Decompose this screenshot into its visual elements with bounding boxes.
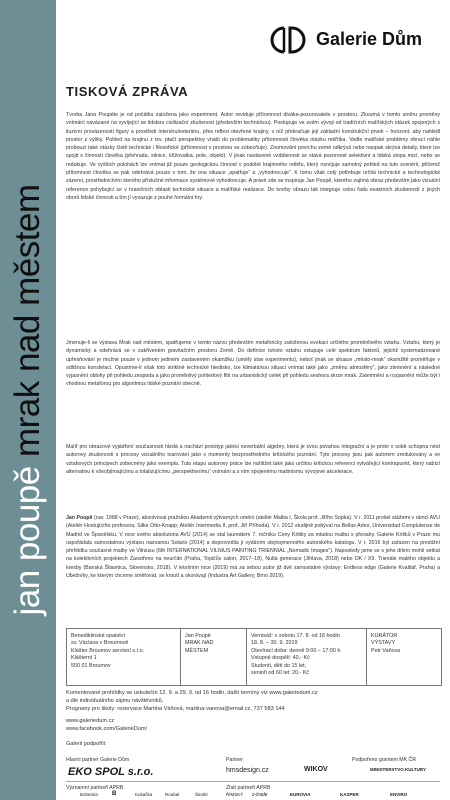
page-title: TISKOVÁ ZPRÁVA xyxy=(66,84,189,99)
curator-column xyxy=(367,629,441,685)
venue-line: 550 01 Broumov xyxy=(71,662,111,669)
kasper-logo: KASPER xyxy=(340,792,359,797)
partner-label: Partner xyxy=(226,757,244,763)
venue-line: Klášter Broumov servisní s.r.o. xyxy=(71,647,145,654)
significant-partners-label: Významní partneři APRB xyxy=(66,785,124,791)
curator-line: Petr Vaňous xyxy=(371,647,401,654)
guided-line: Komentované prohlídky se uskuteční 12. 9. a 29. 9. od 16 hodin, další termíny viz www.galeriedum.cz xyxy=(66,690,318,696)
dates-line: 18. 8. – 30. 9. 2019 xyxy=(251,640,298,647)
biography-name: Jan Poupě xyxy=(66,515,93,521)
dates-line: Studenti, děti do 15 let, xyxy=(251,662,307,669)
bohemia-logo: Bohemia xyxy=(80,792,98,797)
supporters-title: Galerii podpořili: xyxy=(66,741,107,747)
sidebar-band xyxy=(0,0,56,800)
guided-line: Programy pro školy: rezervace Martina Váňová, martina-vanova@email.cz, 737 583 144 xyxy=(66,705,285,712)
main-partner-label: Hlavní partner Galerie Dům xyxy=(66,757,130,763)
paragraph-intro: Tvorba Jana Poupěte je od počátku založena jako experiment. Autor reviduje přítomnost diváka-pozorovatele v prostoru. Zkoumá v tomto směru proměny vnímání navázané na vyvíjející se lidskou civilizační zkušenost (především technickou). Postupuje ve svém vývoji od tradičních malířských otázek spojených s iluzivní provázeností figury a prostředí interiéru/exteriéru, přes reflexi otevřené krajiny, v níž překračuje její základní konstrukční prvek – horizont, aby nahlédl prostor z výšky. Pohled na krajinu z tzv. ptačí perspektivy vnáší do problematiky přítomnosti člověka otázku měřítka. Vedle malířské problémy obrací náhle probouzí také otázky čistě technické i filosofické (přítomnost v prostoru se zobecňuje). Zoomování povrchu země odkrývá nebo naopak skrývá detaily, které lze spojit s činností člověka (přehrada, silnice, křižovatka, pole, objekt). V jinak nastavené vzdálenosti se stává pozornost selektivní a lidská stopa mizí, nebo se redukuje. Ve vyšších polohách lze vnímat již pouze geologickou činnost v podobě krajinného reliéfu, který rozvíjuje samotný pohled na tuto scenérii, přičemž přítomnost člověka se pak odehrává pouze v tom, že ona situace „spatřuje“ a „vyhodnocuje“. K tomu však celý potřebuje určitá technické a technologické zázemí, prostřednictvím kterého příslušné informace systémově vyhodnocuje. A právě zde se inspiruje Jan Poupě, kterého zajímá obraz především jako vizuální reference pohybující se v hraničních oblasti technické situace a malířské realizace. Do tvorby obrazu tak integruje celou řadu exaktních zkušeností z jiných oborů lidské činnosti a tím jí vyvazuje z pouhé formální hry. xyxy=(66,112,440,201)
wikov-logo: WIKOV xyxy=(304,766,328,773)
curator-line: KURÁTOR xyxy=(371,633,398,639)
ministry-logo: MINISTERSTVO KULTURY xyxy=(370,767,426,772)
sindel-logo: Šindel xyxy=(195,792,208,797)
b-logo: B xyxy=(112,791,117,797)
hmsdesign-logo: hmsdesign.cz xyxy=(226,767,269,774)
web-links xyxy=(66,718,440,734)
paragraph-cloud: Jmenuje-li se výstava Mrak nad městem, spatřujeme v tomto názvu především metaforicky založenou evokaci určitého proměnlivého vztahu. Vztahu, který je dynamický a odehrává se v zakřiveném gravitačním prostoru Země. Do definice tohoto vztahu vstupuje celé spektrum faktorů, jejichž systematizované upřesňování je možné pouze v jednom jediném zastaveném okamžiku (umělý stav experimentu), neboť jinak se situace „město-mrak“ okamžitě proměňuje v odlišnou konstelaci. Opustíme-li však toto striktně technické hledisko, lze klimatickou situaci vnímat také jako „změnu atmosféry“, jako ztemnění a následné vyjasnění oblohy při pohledu zespoda a jako proměnlivý pohledový filtr na urbanistický celek při pohledu seshora skrze mrak. Zatemnění a rozjasnění může být i vhodnou metaforou pro algoritmus lidské poznání obecně. xyxy=(66,340,440,388)
enviro-logo: ENVIRO xyxy=(390,792,408,797)
biography-text: (nar. 1988 v Praze), absolvoval pražskou Akademii výtvarných umění (ateliér Malba I, Škola prof. Jiřího Sopka). V r. 2011 prošel stážemi v rámci AVU (Ateliér Hostujícího profesora, Silke Otto-Knapp; Ateliér Intermedia II, prof. Jiří Příhoda). V r. 2012 studijně pobýval na Bellas Artes, Universidad Complutense de Madrid ve Španělsku. V roce svého absolutoria AVU (2014) se stal laureátem 7. ročníku Ceny Kritiky za mladou malbu s přesahy. Galerie Kritiků v Praze mu uspořádala samostatnou výstavu nazvanou Solaris (2014) a doprovodila ji vydáním stejnojmenného autorského katalogu. V r. 2016 byl zařazen na prestižní přehlídku současné malby ve Vilniusu (6th INTERNATIONAL VILNIUS PAINTING TRIENNIAL „Nomadic Images“). Naposledy jsme se s jeho dílem mohli setkat na kolektivních projektech Zaostřeno na neurčito (Praha, Topičův salon, 2017–18), Nultá generace (Jihlava, 2018) nebo OK / XII. Trienále malého objektu a kresby (Banská Štiavnica, Slovensko, 2018). V letošním roce (2019) má za sebou autor již dvě samostatné výstavy: Endless edge (Galerie Kvalitář, Praha) a Ubežníky, ke kterým chceme směřovat, se kroutí a okorávají (Industra Art Gallery, Brno 2019). xyxy=(66,515,440,580)
ztrade-logo: z-trade xyxy=(252,792,268,798)
paragraph-biography xyxy=(66,514,440,580)
gallery-name: Galerie Dům xyxy=(316,29,423,49)
exhibition-column xyxy=(181,629,247,685)
rimsky-logo: ŘÍMSKÝ xyxy=(226,792,244,797)
dates-column xyxy=(247,629,367,685)
dates-line: Otevírací doba: denně 9:00 – 17:00 h. xyxy=(251,647,342,654)
vertical-exhibition-title xyxy=(8,184,48,615)
kukacka-logo: Kukačka xyxy=(135,792,153,797)
facebook-link[interactable]: www.facebook.com/GalerieDum/ xyxy=(66,725,148,732)
roubal-logo: Roubal xyxy=(165,792,180,797)
venue-column xyxy=(67,629,181,685)
eurovia-logo: EUROVIA xyxy=(290,792,311,797)
venue-line: Klášterní 1 xyxy=(71,655,97,662)
artist-name: jan poupě xyxy=(8,466,47,616)
exhibition-line: MRAK NAD xyxy=(185,640,214,647)
grant-label: Podpořeno grantem MK ČR xyxy=(352,757,417,763)
paragraph-algebra: Malíř pro obrazové vyjádření současnosti hledá a nachází prototyp jakési neverbální algebry, která je svou povahou integrační a je proto v sobě schopna nést autorovy zkušenosti s procesy vizuálního tvarování jako s momenty bezprostředního kritického poznání. Tyto procesy jsou pak autorem zredukovány a ve vztahových principech zobecněny jako exempla. Tuto etapu autorovy práce lze nahlížet také jako určitou kritickou referenci vytvářející kontrapunkt, který nabízí alternativu k všeobjímajícímu a totalizujícímu „perspektivnímu“ vnímání a s ním spojenému mašinismu vývojové akcelerace. xyxy=(66,444,440,475)
curator-line: VÝSTAVY xyxy=(371,640,396,647)
dates-line: Vernisáž: v sobotu 17. 8. od 16 hodin xyxy=(251,633,340,639)
guided-tours-text xyxy=(66,690,440,713)
divider xyxy=(66,781,440,782)
exhibition-line: Jan Poupě xyxy=(185,633,211,639)
dates-line: Vstupné dospělí: 40,- Kč xyxy=(251,655,310,662)
website-link[interactable]: www.galeriedum.cz xyxy=(66,718,115,724)
guided-line: a dle individuálního zájmu návštěvníků. xyxy=(66,697,164,704)
dates-line: senioři od 60 let: 20,- Kč xyxy=(251,670,310,677)
gallery-logo xyxy=(268,20,438,60)
venue-line: Benediktinské opatství xyxy=(71,633,125,639)
gd-monogram-icon xyxy=(268,24,308,56)
exhibition-line: MĚSTEM xyxy=(185,647,209,654)
ekospol-logo: EKO SPOL s.r.o. xyxy=(68,766,154,778)
gold-partners-label: Zlatí partneři APRB xyxy=(226,785,271,791)
venue-line: sv. Václava v Broumově xyxy=(71,640,129,647)
exhibition-info-box xyxy=(66,628,442,686)
exhibition-name: mrak nad městem xyxy=(8,184,47,458)
